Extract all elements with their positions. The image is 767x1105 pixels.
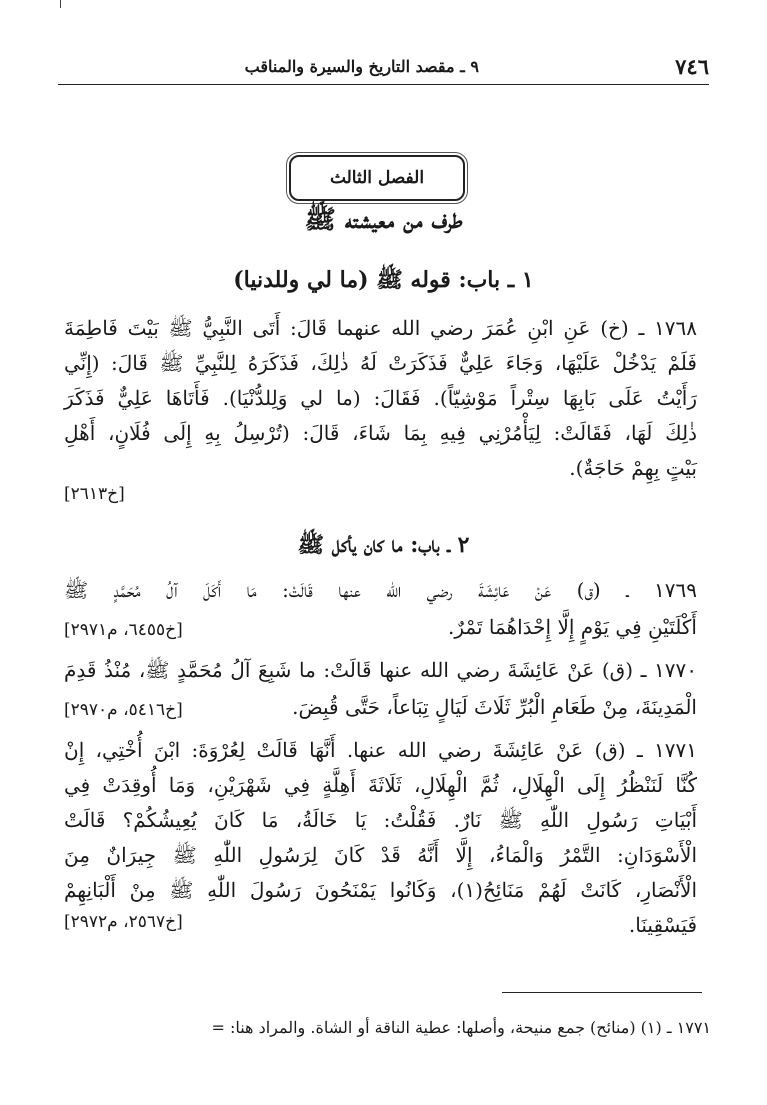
- section-title: طرف من معيشته ﷺ: [304, 205, 463, 235]
- page-number: ٧٤٦: [675, 54, 709, 79]
- hadith-1768-line-2: فَلَمْ يَدْخُلْ عَلَيْهَا، وَجَاءَ عَلِيٌّ فَذَكَرَتْ لَهُ ذٰلِكَ، فَذَكَرَهُ لِلنَّبِيِّ ﷺ قَالَ: (إِنِّي: [64, 351, 697, 375]
- hadith-1770-line-1: ١٧٧٠ ـ (ق) عَنْ عَائِشَةَ رضي الله عنها قَالَتْ: ما شَبِعَ آلُ مُحَمَّدٍ ﷺ، مُنْذُ قَدِمَ: [64, 658, 697, 682]
- hadith-1768-reference: [خ٢٦١٣]: [64, 484, 125, 504]
- hadith-1771-line-6: فَيَسْقِينَا.: [628, 913, 697, 937]
- chapter-heading: الفصل الثالث: [289, 155, 465, 201]
- hadith-1768-line-3: رَأَيْتُ عَلَى بَابِهَا سِتْراً مَوْشِيّاً). فَقَالَ: (ما لي وَلِلدُّنْيَا). فَأَتَاهَا عَلِيٌّ فَذَكَرَ: [64, 386, 697, 410]
- hadith-1771-reference: [خ٢٥٦٧، م٢٩٧٢]: [64, 912, 183, 932]
- hadith-1769-reference: [خ٦٤٥٥، م٢٩٧١]: [64, 620, 183, 640]
- bab-heading-2: ٢ ـ باب: ما كان يأكل ﷺ: [297, 532, 470, 558]
- hadith-1768-line-5: بَيْتٍ بِهِمْ حَاجَةٌ).: [569, 456, 697, 480]
- hadith-1771-line-3: أَبْيَاتِ رَسُولِ اللّٰهِ ﷺ نَارٌ. فَقُلْتُ: يَا خَالَةُ، مَا كَانَ يُعِيشُكُمْ؟ قَالَتْ: [64, 808, 697, 832]
- running-title: ٩ ـ مقصد التاريخ والسيرة والمناقب: [244, 57, 479, 76]
- scan-mark: [60, 0, 61, 8]
- hadith-1768-line-1: ١٧٦٨ ـ (خ) عَنِ ابْنِ عُمَرَ رضي الله عنهما قَالَ: أَتَى النَّبِيُّ ﷺ بَيْتَ فَاطِمَةَ: [64, 316, 697, 340]
- footnote: ١٧٧١ ـ (١) (منائح) جمع منيحة، وأصلها: عطية الناقة أو الشاة. والمراد هنا: =: [211, 1018, 711, 1037]
- hadith-1771-line-1: ١٧٧١ ـ (ق) عَنْ عَائِشَةَ رضي الله عنها. أَنَّهَا قَالَتْ لِعُرْوَةَ: ابْنَ أُخْتِي، إِنْ: [64, 738, 697, 762]
- hadith-1769-line-1: ١٧٦٩ ـ (ق) عَنْ عَائِشَةَ رضي الله عنها قَالَتْ: مَا أَكَلَ آلُ مُحَمَّدٍ ﷺ: [64, 578, 697, 602]
- hadith-1768-line-4: ذٰلِكَ لَهَا، فَقَالَتْ: لِيَأْمُرْنِي فِيهِ بِمَا شَاءَ، قَالَ: (تُرْسِلُ بِهِ إِلَى فُلَانٍ، أَهْلِ: [64, 421, 697, 445]
- hadith-1771-line-2: كُنَّا لَنَنْظُرُ إِلَى الْهِلَالِ، ثُمَّ الْهِلَالِ، ثَلَاثَةَ أَهِلَّةٍ فِي شَهْرَيْنِ، وَمَا أُوقِدَتْ فِي: [64, 773, 697, 797]
- hadith-1769-line-2: أَكْلَتَيْنِ فِي يَوْمٍ إِلَّا إِحْدَاهُمَا تَمْرٌ.: [448, 615, 697, 639]
- hadith-1770-reference: [خ٥٤١٦، م٢٩٧٠]: [64, 700, 183, 720]
- footnote-divider: [502, 992, 702, 993]
- hadith-1771-line-4: الْأَسْوَدَانِ: التَّمْرُ وَالْمَاءُ، إِلَّا أَنَّهُ قَدْ كَانَ لِرَسُولِ اللّٰهِ ﷺ جِيرَانٌ مِنَ: [64, 843, 697, 867]
- bab-heading-1: ١ ـ باب: قوله ﷺ (ما لي وللدنيا): [233, 267, 534, 293]
- page-header: [58, 54, 709, 85]
- hadith-1770-line-2: الْمَدِينَةَ، مِنْ طَعَامِ الْبُرِّ ثَلَاثَ لَيَالٍ تِبَاعاً، حَتَّى قُبِضَ.: [292, 695, 697, 719]
- hadith-1771-line-5: الْأَنْصَارِ، كَانَتْ لَهُمْ مَنَائِحُ(١)، وَكَانُوا يَمْنَحُونَ رَسُولَ اللّٰهِ ﷺ مِنْ أَلْبَانِهِمْ: [64, 878, 697, 902]
